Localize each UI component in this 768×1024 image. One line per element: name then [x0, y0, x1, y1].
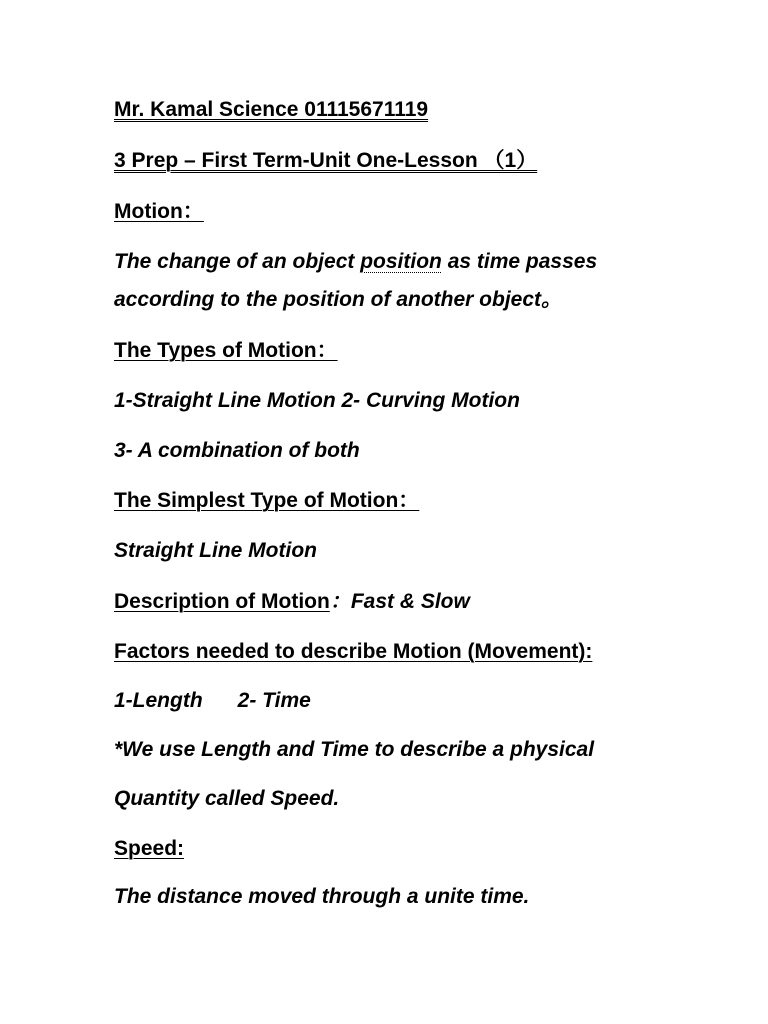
factors-items	[114, 688, 311, 714]
factors-heading-text: Factors needed to describe Motion (Movement):	[114, 640, 593, 663]
header-line	[114, 97, 428, 123]
motion-heading	[114, 199, 204, 225]
types-line2	[114, 438, 360, 464]
simplest-heading-text: The Simplest Type of Motion：	[114, 489, 420, 512]
motion-definition-line2	[114, 287, 562, 313]
speed-heading	[114, 836, 184, 862]
simplest-heading	[114, 488, 419, 514]
speed-definition-text: The distance moved through a unite time.	[114, 885, 530, 908]
simplest-answer-text: Straight Line Motion	[114, 539, 317, 562]
motion-def-line2-text: according to the position of another object。	[114, 288, 563, 311]
types-line1	[114, 388, 520, 414]
header-text: Mr. Kamal Science 01115671119	[114, 98, 429, 121]
motion-definition-line1	[114, 249, 597, 275]
description-colon: ：	[329, 590, 351, 613]
note-line1-text: *We use Length and Time to describe a physical	[114, 738, 595, 761]
simplest-answer	[114, 538, 317, 564]
factors-heading	[114, 639, 592, 665]
note-line2-text: Quantity called Speed.	[114, 787, 340, 810]
types-heading-text: The Types of Motion：	[114, 339, 338, 362]
types-line1-text: 1-Straight Line Motion 2- Curving Motion	[114, 389, 520, 412]
description-line	[114, 589, 470, 615]
lesson-title-text: 3 Prep – First Term-Unit One-Lesson （1）	[114, 149, 538, 172]
motion-heading-text: Motion：	[114, 200, 204, 223]
description-answer: Fast & Slow	[350, 590, 470, 613]
motion-def-pre: The change of an object	[114, 250, 361, 273]
lesson-title	[114, 148, 537, 174]
note-line2	[114, 786, 339, 812]
speed-heading-text: Speed:	[114, 837, 185, 860]
note-line1	[114, 737, 594, 763]
motion-def-keyword: position	[360, 250, 442, 273]
description-heading: Description of Motion	[114, 590, 330, 613]
factors-items-text: 1-Length 2- Time	[114, 689, 311, 712]
motion-def-post: as time passes	[441, 250, 598, 273]
types-heading	[114, 338, 338, 364]
speed-definition	[114, 884, 529, 910]
types-line2-text: 3- A combination of both	[114, 439, 360, 462]
